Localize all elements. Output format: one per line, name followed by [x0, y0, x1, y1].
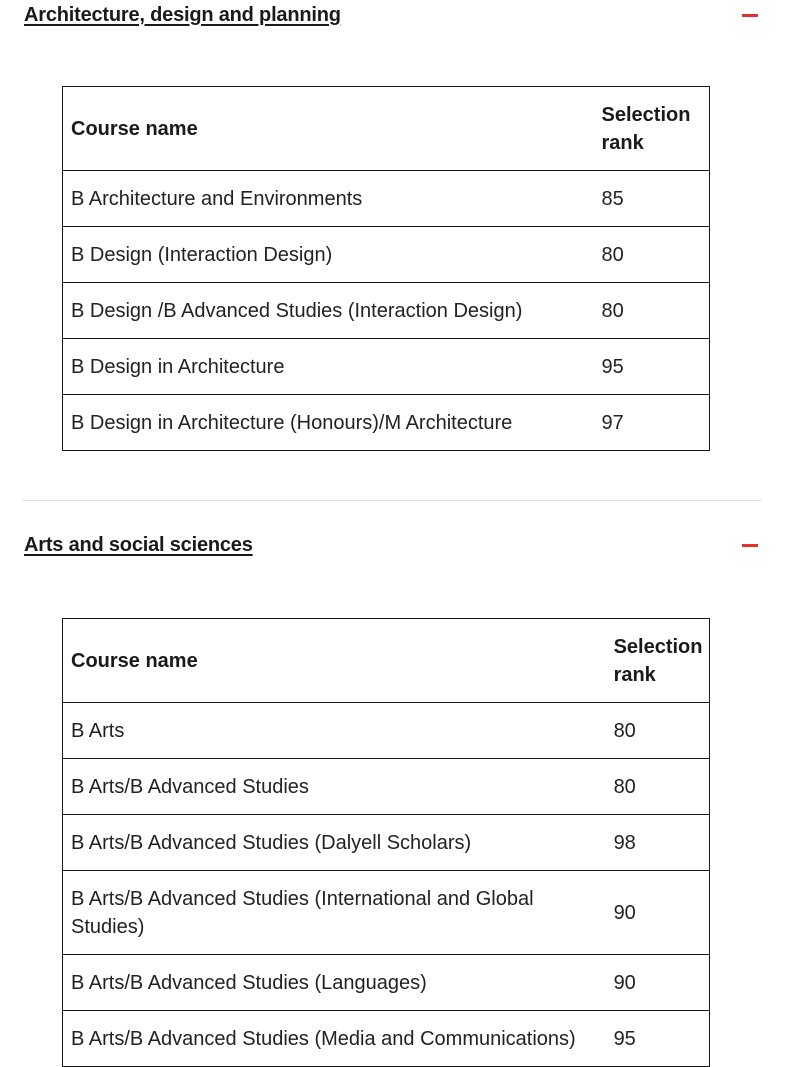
accordion-header[interactable] — [24, 1, 760, 29]
table-row — [63, 955, 710, 1011]
rank-cell: 90 — [606, 871, 710, 955]
table-row — [63, 871, 710, 955]
column-header-course: Course name — [63, 87, 594, 171]
course-name-cell: B Arts/B Advanced Studies (Media and Communications) — [63, 1011, 606, 1067]
rank-cell: 80 — [606, 759, 710, 815]
course-name-cell: B Arts/B Advanced Studies (International and Global Studies) — [63, 871, 606, 955]
course-name-cell: B Arts/B Advanced Studies (Dalyell Scholars) — [63, 815, 606, 871]
rank-cell: 98 — [606, 815, 710, 871]
table-row — [63, 1011, 710, 1067]
section-title[interactable]: Arts and social sciences — [24, 533, 253, 556]
section-divider — [22, 500, 762, 501]
table-row — [63, 759, 710, 815]
course-name-cell: B Arts/B Advanced Studies — [63, 759, 606, 815]
table-row — [63, 227, 710, 283]
rank-cell: 95 — [594, 339, 710, 395]
rank-cell: 80 — [594, 283, 710, 339]
course-name-cell: B Arts — [63, 703, 606, 759]
course-name-cell: B Arts/B Advanced Studies (Languages) — [63, 955, 606, 1011]
section-title[interactable]: Architecture, design and planning — [24, 3, 341, 26]
rank-cell: 90 — [606, 955, 710, 1011]
rank-cell: 85 — [594, 171, 710, 227]
table-row — [63, 339, 710, 395]
course-name-cell: B Design in Architecture (Honours)/M Architecture — [63, 395, 594, 451]
course-name-cell: B Architecture and Environments — [63, 171, 594, 227]
accordion-header[interactable] — [24, 531, 760, 559]
rank-cell: 80 — [594, 227, 710, 283]
course-name-cell: B Design /B Advanced Studies (Interaction Design) — [63, 283, 594, 339]
course-name-cell: B Design in Architecture — [63, 339, 594, 395]
table-header-row — [63, 619, 710, 703]
rank-cell: 97 — [594, 395, 710, 451]
selection-rank-table — [62, 618, 710, 1067]
course-name-cell: B Design (Interaction Design) — [63, 227, 594, 283]
column-header-course: Course name — [63, 619, 606, 703]
table-row — [63, 815, 710, 871]
rank-cell: 80 — [606, 703, 710, 759]
column-header-rank: Selection rank — [594, 87, 710, 171]
minus-icon[interactable] — [740, 5, 760, 25]
selection-rank-table — [62, 86, 710, 451]
table-row — [63, 171, 710, 227]
minus-icon[interactable] — [740, 535, 760, 555]
table-row — [63, 395, 710, 451]
column-header-rank: Selection rank — [606, 619, 710, 703]
rank-cell: 95 — [606, 1011, 710, 1067]
table-row — [63, 283, 710, 339]
table-row — [63, 703, 710, 759]
table-header-row — [63, 87, 710, 171]
